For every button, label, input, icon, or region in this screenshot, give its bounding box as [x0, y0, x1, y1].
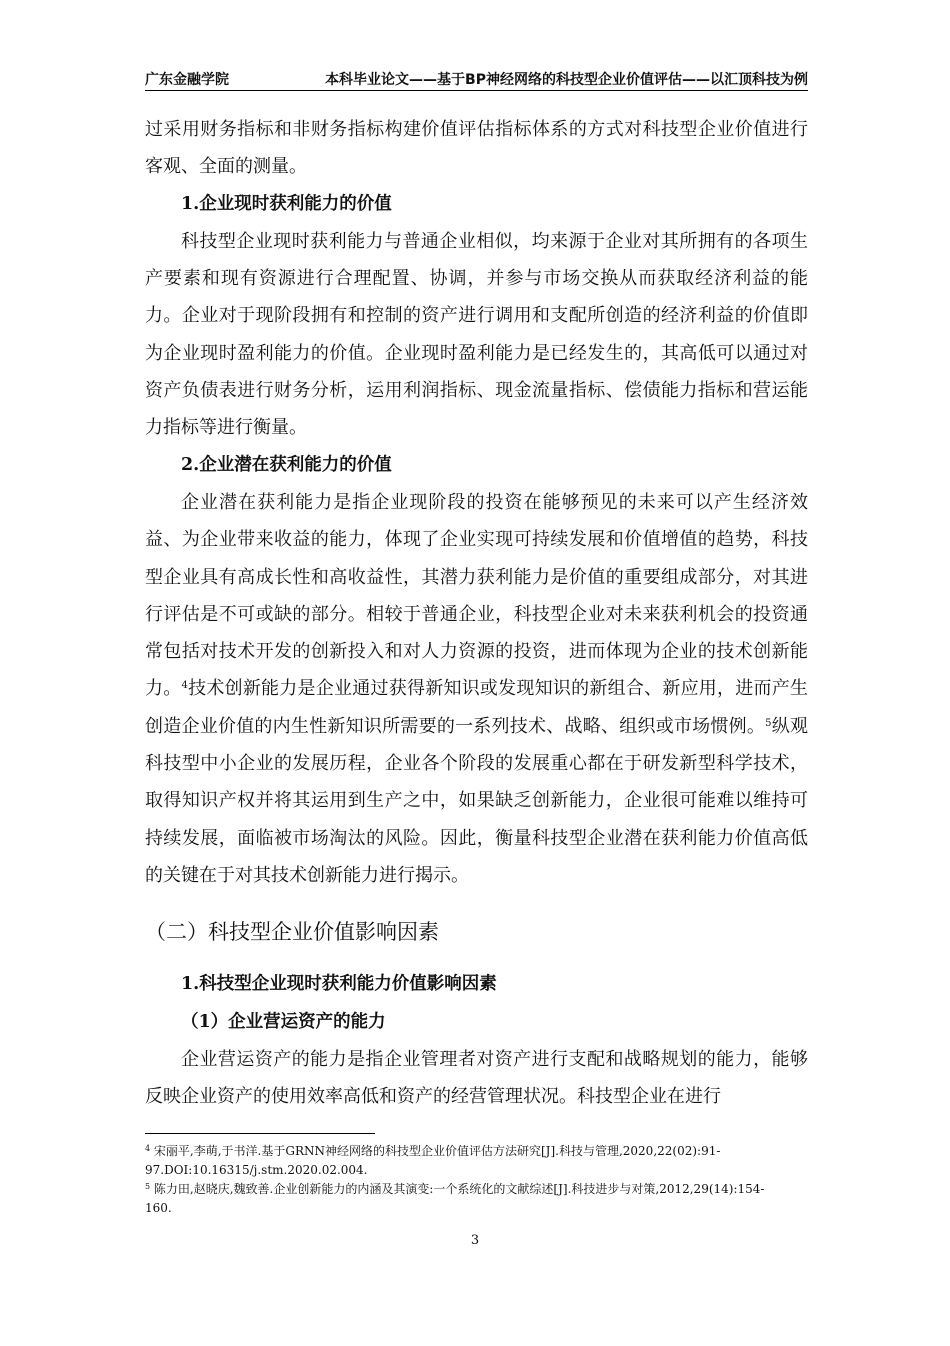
footnote-5 [145, 1180, 765, 1218]
paragraph-text: 技术创新能力是企业通过获得新知识或发现知识的新组合、新应用，进而产生创造企业价值的内生性新知识所需要的一系列技术、战略、组织或市场惯例。 [145, 678, 809, 737]
footnote-text: 陈力田,赵晓庆,魏致善.企业创新能力的内涵及其演变:一个系统化的文献综述[J].科技进步与对策,2012,29(14):154-160. [145, 1182, 765, 1215]
subheading-current-profitability: 1.企业现时获利能力的价值 [181, 193, 392, 214]
footnote-mark: 4 [145, 1144, 151, 1153]
footnote-separator [145, 1133, 375, 1134]
page-header [145, 68, 808, 91]
section-heading-value-factors: （二）科技型企业价值影响因素 [145, 920, 439, 945]
header-thesis-title: 本科毕业论文——基于BP神经网络的科技型企业价值评估——以汇顶科技为例 [325, 72, 808, 88]
paragraph-text: 纵观科技型中小企业的发展历程，企业各个阶段的发展重心都在于研发新型科学技术，取得知识产权并将其运用到生产之中，如果缺乏创新能力，企业很可能难以维持可持续发展，面临被市场淘汰的风险。因此，衡量科技型企业潜在获利能力价值高低的关键在于对其技术创新能力进行揭示。 [145, 715, 809, 886]
footnote-text: 宋丽平,李萌,于书洋.基于GRNN神经网络的科技型企业价值评估方法研究[J].科技与管理,2020,22(02):91-97.DOI:10.16315/j.stm.2020.02.004. [145, 1144, 721, 1177]
footnote-mark: 5 [145, 1182, 151, 1191]
subheading-operating-assets: （1）企业营运资产的能力 [181, 1011, 386, 1032]
footnote-ref-5[interactable]: 5 [765, 717, 772, 729]
footnote-ref-4[interactable]: 4 [181, 680, 188, 692]
subheading-current-factors: 1.科技型企业现时获利能力价值影响因素 [181, 974, 497, 995]
header-school: 广东金融学院 [145, 72, 229, 88]
footnote-4 [145, 1142, 765, 1180]
paragraph-text: 企业潜在获利能力是指企业现阶段的投资在能够预见的未来可以产生经济效益、为企业带来收益的能力，体现了企业实现可持续发展和价值增值的趋势，科技型企业具有高成长性和高收益性，其潜力获利能力是价值的重要组成部分，对其进行评估是不可或缺的部分。相较于普通企业，科技型企业对未来获利机会的投资通常包括对技术开发的创新投入和对人力资源的投资，进而体现为企业的技术创新能力。 [145, 491, 808, 700]
page-body [145, 111, 808, 1115]
paragraph-intro-continued: 过采用财务指标和非财务指标构建价值评估指标体系的方式对科技型企业价值进行客观、全面的测量。 [145, 119, 808, 178]
paragraph-current-profitability: 科技型企业现时获利能力与普通企业相似，均来源于企业对其所拥有的各项生产要素和现有资源进行合理配置、协调，并参与市场交换从而获取经济利益的能力。企业对于现阶段拥有和控制的资产进行调用和支配所创造的经济利益的价值即为企业现时盈利能力的价值。企业现时盈利能力是已经发生的，其高低可以通过对资产负债表进行财务分析，运用利润指标、现金流量指标、偿债能力指标和营运能力指标等进行衡量。 [145, 230, 808, 439]
page-number: 3 [470, 1233, 480, 1248]
paragraph-potential-profitability [145, 484, 808, 894]
footnotes [145, 1142, 765, 1218]
subheading-potential-profitability: 2.企业潜在获利能力的价值 [181, 454, 392, 475]
paragraph-operating-assets: 企业营运资产的能力是指企业管理者对资产进行支配和战略规划的能力，能够反映企业资产的使用效率高低和资产的经营管理状况。科技型企业在进行 [145, 1048, 808, 1108]
